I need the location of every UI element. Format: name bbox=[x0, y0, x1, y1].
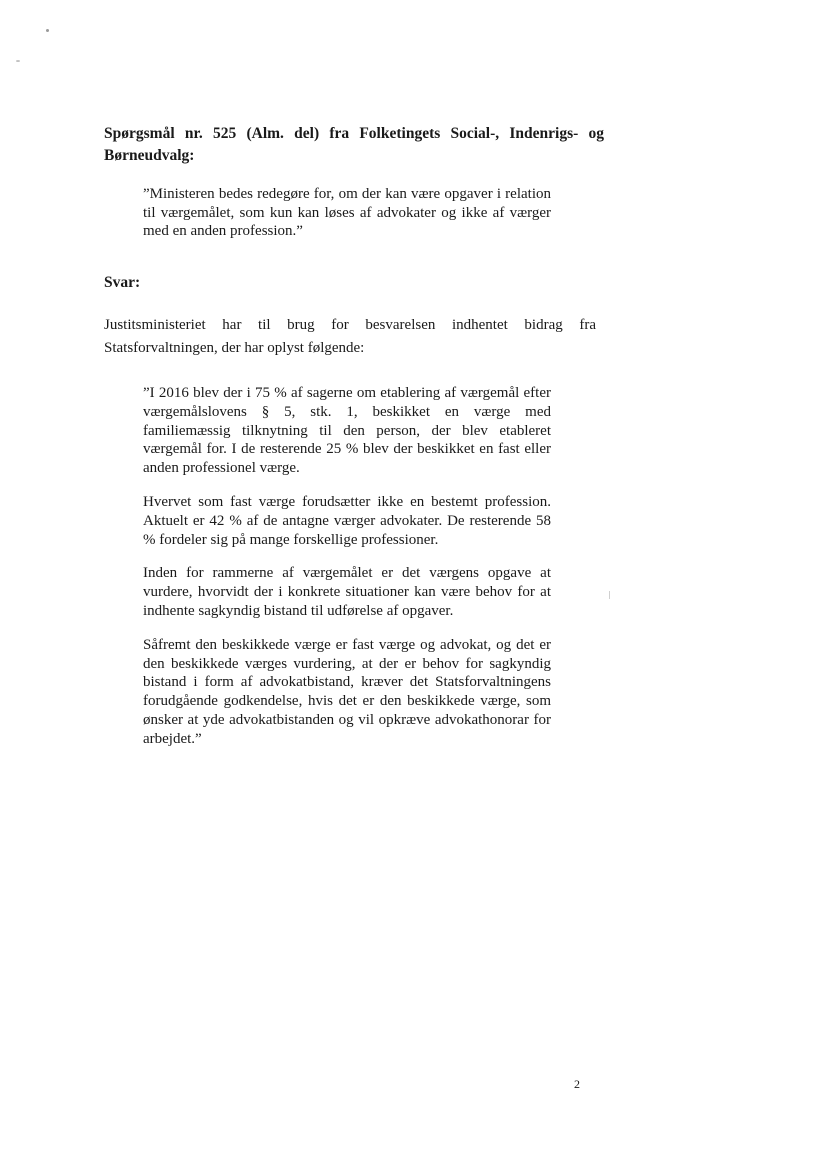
scan-speck bbox=[609, 591, 610, 599]
page-number: 2 bbox=[574, 1077, 580, 1091]
answer-heading: Svar: bbox=[104, 274, 141, 291]
answer-quote-paragraph: ”I 2016 blev der i 75 % af sagerne om etablering af værgemål efter værgemålslovens § 5, stk. 1, beskikket en værge med familiemæssig tilknytning til den person, der blev etableret værgemål for. I de resterende 25 % blev der beskikket en fast eller anden professionel værge. bbox=[143, 385, 551, 477]
scan-speck bbox=[46, 29, 49, 32]
question-text: ”Ministeren bedes redegøre for, om der kan være opgaver i relation til værgemålet, som kun kan løses af advokater og ikke af værger med en anden profession.” bbox=[143, 186, 551, 239]
answer-quote-block bbox=[143, 384, 551, 764]
question-heading: Spørgsmål nr. 525 (Alm. del) fra Folketingets Social-, Indenrigs- og Børneudvalg: bbox=[104, 125, 604, 164]
answer-quote-paragraph: Såfremt den beskikkede værge er fast værge og advokat, og det er den beskikkede værges vurdering, at der er behov for sagkyndig bistand i form af advokatbistand, kræver det Statsforvaltningens forudgående godkendelse, hvis det er den beskikkede værge, som ønsker at yde advokatbistanden og vil opkræve advokathonorar for arbejdet.” bbox=[143, 636, 551, 747]
scan-speck bbox=[16, 60, 20, 62]
answer-intro: Justitsministeriet har til brug for besvarelsen indhentet bidrag fra Statsforvaltningen, der har oplyst følgende: bbox=[104, 317, 596, 356]
answer-quote-paragraph: Hvervet som fast værge forudsætter ikke en bestemt profession. Aktuelt er 42 % af de antagne værger advokater. De resterende 58 % fordeler sig på mange forskellige professioner. bbox=[143, 493, 551, 548]
answer-quote-paragraph: Inden for rammerne af værgemålet er det værgens opgave at vurdere, hvorvidt der i konkrete situationer kan være behov for at indhente sagkyndig bistand til udførelse af opgaver. bbox=[143, 565, 551, 619]
